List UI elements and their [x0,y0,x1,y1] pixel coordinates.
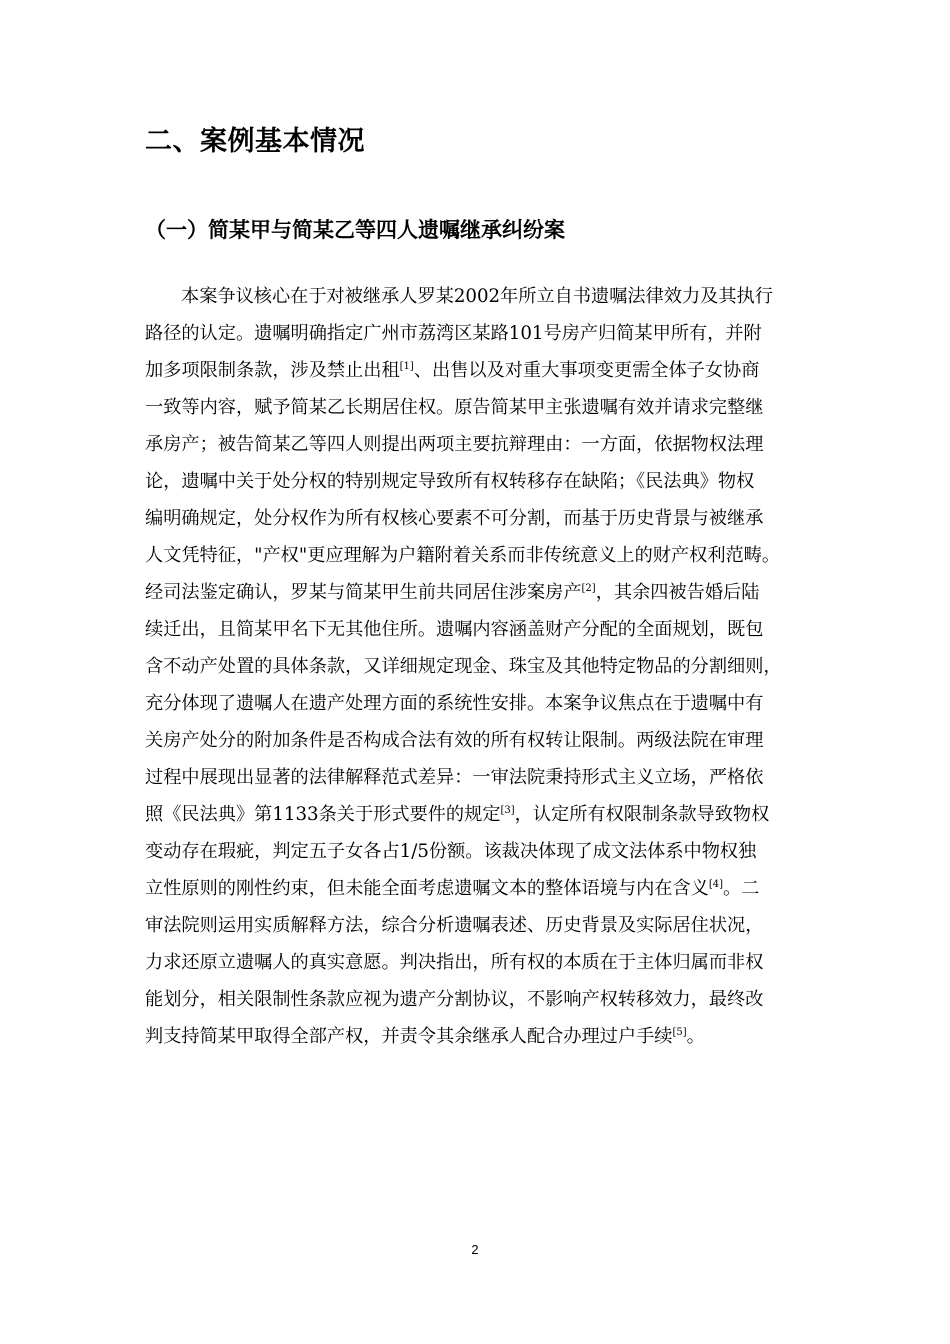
paragraph-line [145,685,825,722]
footnote-reference[interactable]: [2] [581,583,596,594]
paragraph-line [145,981,825,1018]
text-run: 。二 [723,878,760,899]
text-run: 变动存在瑕疵，判定五子女各占1/5份额。该裁决体现了成文法体系中物权独 [145,841,757,862]
paragraph-line [145,500,825,537]
paragraph-line [145,278,825,315]
text-run: 承房产；被告简某乙等四人则提出两项主要抗辩理由：一方面，依据物权法理 [145,434,764,455]
text-run: 充分体现了遗嘱人在遗产处理方面的系统性安排。本案争议焦点在于遗嘱中有 [145,693,764,714]
paragraph-line [145,1018,825,1055]
text-run: 审法院则运用实质解释方法，综合分析遗嘱表述、历史背景及实际居住状况， [145,915,764,936]
paragraph-line [145,537,825,574]
paragraph-line [145,315,825,352]
footnote-reference[interactable]: [4] [708,879,723,890]
text-run: 一致等内容，赋予简某乙长期居住权。原告简某甲主张遗嘱有效并请求完整继 [145,397,764,418]
text-run: 过程中展现出显著的法律解释范式差异：一审法院秉持形式主义立场，严格依 [145,767,764,788]
paragraph-line [145,907,825,944]
paragraph-line [145,648,825,685]
paragraph-line [145,574,825,611]
text-run: 力求还原立遗嘱人的真实意愿。判决指出，所有权的本质在于主体归属而非权 [145,952,764,973]
text-run: 含不动产处置的具体条款，又详细规定现金、珠宝及其他特定物品的分割细则， [145,656,782,677]
footnote-reference[interactable]: [3] [500,805,515,816]
paragraph-line [145,759,825,796]
text-run: 续迁出，且简某甲名下无其他住所。遗嘱内容涵盖财产分配的全面规划，既包 [145,619,764,640]
paragraph-line [145,833,825,870]
paragraph-line [145,463,825,500]
text-run: 能划分，相关限制性条款应视为遗产分割协议，不影响产权转移效力，最终改 [145,989,764,1010]
text-run: 论，遗嘱中关于处分权的特别规定导致所有权转移存在缺陷；《民法典》物权 [145,471,755,492]
text-run: 本案争议核心在于对被继承人罗某2002年所立自书遗嘱法律效力及其执行 [181,286,773,307]
text-run: 照《民法典》第1133条关于形式要件的规定 [145,804,501,825]
text-run: 关房产处分的附加条件是否构成合法有效的所有权转让限制。两级法院在审理 [145,730,764,751]
paragraph-line [145,352,825,389]
paragraph-line [145,426,825,463]
paragraph-line [145,389,825,426]
paragraph-line [145,611,825,648]
paragraph-line [145,944,825,981]
case-paragraph [145,278,825,1055]
text-run: 路径的认定。遗嘱明确指定广州市荔湾区某路101号房产归简某甲所有，并附 [145,323,762,344]
section-heading: 二、案例基本情况 [145,126,365,157]
page-number: 2 [471,1242,479,1257]
text-run: ，认定所有权限制条款导致物权 [514,804,770,825]
footnote-reference[interactable]: [1] [399,361,414,372]
text-run: 、出售以及对重大事项变更需全体子女协商 [413,360,760,381]
paragraph-line [145,722,825,759]
paragraph-line [145,796,825,833]
footnote-reference[interactable]: [5] [672,1027,687,1038]
case-subheading: （一）简某甲与简某乙等四人遗嘱继承纠纷案 [145,218,565,242]
text-run: 立性原则的刚性约束，但未能全面考虑遗嘱文本的整体语境与内在含义 [145,878,709,899]
text-run: 编明确规定，处分权作为所有权核心要素不可分割，而基于历史背景与被继承 [145,508,764,529]
text-run: 。 [686,1026,705,1047]
text-run: 判支持简某甲取得全部产权，并责令其余继承人配合办理过户手续 [145,1026,673,1047]
paragraph-line [145,870,825,907]
text-run: 人文凭特征，"产权"更应理解为户籍附着关系而非传统意义上的财产权利范畴。 [145,545,781,566]
text-run: ，其余四被告婚后陆 [595,582,760,603]
text-run: 经司法鉴定确认，罗某与简某甲生前共同居住涉案房产 [145,582,582,603]
text-run: 加多项限制条款，涉及禁止出租 [145,360,400,381]
